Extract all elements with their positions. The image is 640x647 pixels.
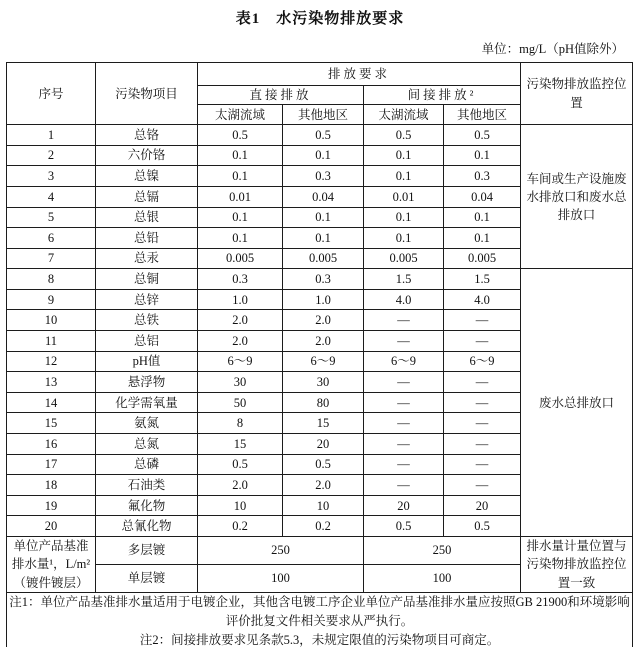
- col-header-emission-requirement: 排放要求: [198, 63, 521, 86]
- col-header-serial: 序号: [7, 63, 96, 125]
- indirect-taihu-value-cell: —: [364, 434, 444, 455]
- pollutant-name-cell: 石油类: [96, 475, 198, 496]
- pollutant-name-cell: 总铬: [96, 125, 198, 146]
- serial-cell: 3: [7, 166, 96, 187]
- direct-taihu-value-cell: 50: [198, 392, 283, 413]
- pollutant-rows: [7, 125, 633, 537]
- serial-cell: 9: [7, 289, 96, 310]
- indirect-taihu-value-cell: —: [364, 413, 444, 434]
- direct-other-value-cell: 0.1: [283, 145, 364, 166]
- direct-taihu-value-cell: 0.3: [198, 269, 283, 290]
- serial-cell: 20: [7, 516, 96, 537]
- direct-taihu-value-cell: 2.0: [198, 475, 283, 496]
- serial-cell: 16: [7, 434, 96, 455]
- col-header-direct-other: 其他地区: [283, 105, 364, 125]
- direct-taihu-value-cell: 30: [198, 372, 283, 393]
- indirect-taihu-value-cell: 0.1: [364, 207, 444, 228]
- indirect-other-value-cell: 0.5: [444, 125, 521, 146]
- col-header-indirect-taihu: 太湖流域: [364, 105, 444, 125]
- pollutant-name-cell: pH值: [96, 351, 198, 372]
- indirect-other-value-cell: —: [444, 413, 521, 434]
- indirect-taihu-value-cell: —: [364, 392, 444, 413]
- direct-other-value-cell: 2.0: [283, 331, 364, 352]
- pollutant-name-cell: 化学需氧量: [96, 392, 198, 413]
- direct-other-value-cell: 30: [283, 372, 364, 393]
- pollutant-name-cell: 氟化物: [96, 495, 198, 516]
- direct-other-value-cell: 2.0: [283, 475, 364, 496]
- direct-other-value-cell: 0.04: [283, 186, 364, 207]
- indirect-other-value-cell: 0.1: [444, 207, 521, 228]
- pollutant-name-cell: 总氰化物: [96, 516, 198, 537]
- indirect-taihu-value-cell: 0.1: [364, 166, 444, 187]
- direct-taihu-value-cell: 0.01: [198, 186, 283, 207]
- col-header-direct-taihu: 太湖流域: [198, 105, 283, 125]
- pollutant-name-cell: 总铝: [96, 331, 198, 352]
- direct-other-value-cell: 0.3: [283, 269, 364, 290]
- serial-cell: 11: [7, 331, 96, 352]
- pollutant-name-cell: 总锌: [96, 289, 198, 310]
- benchmark-row-multilayer: [7, 537, 633, 565]
- pollutant-name-cell: 总铅: [96, 228, 198, 249]
- serial-cell: 4: [7, 186, 96, 207]
- table-header: [7, 63, 633, 125]
- direct-taihu-value-cell: 6～9: [198, 351, 283, 372]
- col-header-indirect-discharge: 间接排放²: [364, 86, 521, 105]
- note-1: 注1：单位产品基准排水量适用于电镀企业，其他含电镀工序企业单位产品基准排水量应按照GB 21900和环境影响评价批复文件相关要求从严执行。: [9, 595, 630, 628]
- notes-row: [7, 593, 633, 647]
- serial-cell: 5: [7, 207, 96, 228]
- indirect-other-value-cell: 6～9: [444, 351, 521, 372]
- indirect-other-value-cell: —: [444, 392, 521, 413]
- serial-cell: 8: [7, 269, 96, 290]
- serial-cell: 13: [7, 372, 96, 393]
- serial-cell: 10: [7, 310, 96, 331]
- emission-requirements-table: [6, 62, 633, 647]
- indirect-other-value-cell: 1.5: [444, 269, 521, 290]
- indirect-other-value-cell: —: [444, 310, 521, 331]
- indirect-other-value-cell: —: [444, 454, 521, 475]
- indirect-taihu-value-cell: 20: [364, 495, 444, 516]
- direct-other-value-cell: 0.5: [283, 125, 364, 146]
- indirect-other-value-cell: 4.0: [444, 289, 521, 310]
- direct-other-value-cell: 0.1: [283, 207, 364, 228]
- direct-other-value-cell: 6～9: [283, 351, 364, 372]
- serial-cell: 7: [7, 248, 96, 269]
- col-header-monitoring-position: 污染物排放监控位置: [521, 63, 633, 125]
- monitoring-position-cell: 车间或生产设施废水排放口和废水总排放口: [521, 125, 633, 269]
- direct-other-value-cell: 0.3: [283, 166, 364, 187]
- col-header-direct-discharge: 直接排放: [198, 86, 364, 105]
- pollutant-name-cell: 总镉: [96, 186, 198, 207]
- notes-section: [7, 593, 633, 647]
- indirect-taihu-value-cell: 4.0: [364, 289, 444, 310]
- indirect-taihu-value-cell: 0.5: [364, 516, 444, 537]
- benchmark-drainage-section: [7, 537, 633, 593]
- note-2: 注2：间接排放要求见条款5.3，未规定限值的污染物项目可商定。: [139, 633, 500, 647]
- indirect-taihu-value-cell: —: [364, 310, 444, 331]
- direct-taihu-value-cell: 0.1: [198, 207, 283, 228]
- benchmark-monitoring-cell: 排水量计量位置与污染物排放监控位置一致: [521, 537, 633, 593]
- direct-taihu-value-cell: 0.1: [198, 145, 283, 166]
- indirect-taihu-value-cell: 6～9: [364, 351, 444, 372]
- indirect-taihu-value-cell: —: [364, 454, 444, 475]
- direct-other-value-cell: 1.0: [283, 289, 364, 310]
- direct-taihu-value-cell: 15: [198, 434, 283, 455]
- serial-cell: 14: [7, 392, 96, 413]
- indirect-other-value-cell: 0.5: [444, 516, 521, 537]
- pollutant-name-cell: 六价铬: [96, 145, 198, 166]
- direct-other-value-cell: 80: [283, 392, 364, 413]
- direct-taihu-value-cell: 10: [198, 495, 283, 516]
- serial-cell: 6: [7, 228, 96, 249]
- indirect-other-value-cell: 0.3: [444, 166, 521, 187]
- benchmark-label-cell: 单位产品基准排水量¹，L/m²（镀件镀层）: [7, 537, 96, 593]
- direct-taihu-value-cell: 8: [198, 413, 283, 434]
- indirect-other-value-cell: —: [444, 434, 521, 455]
- direct-other-value-cell: 0.1: [283, 228, 364, 249]
- notes-cell: [7, 593, 633, 647]
- indirect-taihu-value-cell: 0.01: [364, 186, 444, 207]
- unit-note: 单位：mg/L（pH值除外）: [481, 42, 624, 56]
- col-header-pollutant: 污染物项目: [96, 63, 198, 125]
- direct-taihu-value-cell: 0.5: [198, 125, 283, 146]
- col-header-indirect-other: 其他地区: [444, 105, 521, 125]
- pollutant-name-cell: 氨氮: [96, 413, 198, 434]
- pollutant-name-cell: 悬浮物: [96, 372, 198, 393]
- pollutant-name-cell: 总镍: [96, 166, 198, 187]
- direct-other-value-cell: 0.2: [283, 516, 364, 537]
- direct-other-value-cell: 20: [283, 434, 364, 455]
- indirect-taihu-value-cell: 0.005: [364, 248, 444, 269]
- serial-cell: 19: [7, 495, 96, 516]
- pollutant-name-cell: 总银: [96, 207, 198, 228]
- serial-cell: 1: [7, 125, 96, 146]
- direct-taihu-value-cell: 1.0: [198, 289, 283, 310]
- indirect-other-value-cell: 0.1: [444, 145, 521, 166]
- monitoring-position-cell: 废水总排放口: [521, 269, 633, 537]
- pollutant-name-cell: 总铁: [96, 310, 198, 331]
- table-row: [7, 125, 633, 146]
- pollutant-name-cell: 总氮: [96, 434, 198, 455]
- indirect-other-value-cell: 0.005: [444, 248, 521, 269]
- direct-taihu-value-cell: 0.1: [198, 228, 283, 249]
- serial-cell: 12: [7, 351, 96, 372]
- indirect-other-value-cell: —: [444, 331, 521, 352]
- indirect-other-value-cell: 0.1: [444, 228, 521, 249]
- indirect-taihu-value-cell: 1.5: [364, 269, 444, 290]
- indirect-taihu-value-cell: —: [364, 475, 444, 496]
- pollutant-name-cell: 总汞: [96, 248, 198, 269]
- serial-cell: 15: [7, 413, 96, 434]
- benchmark-direct-value-cell: 100: [198, 565, 364, 593]
- indirect-other-value-cell: —: [444, 372, 521, 393]
- serial-cell: 2: [7, 145, 96, 166]
- indirect-other-value-cell: —: [444, 475, 521, 496]
- direct-taihu-value-cell: 2.0: [198, 310, 283, 331]
- direct-taihu-value-cell: 0.005: [198, 248, 283, 269]
- direct-taihu-value-cell: 0.5: [198, 454, 283, 475]
- direct-other-value-cell: 2.0: [283, 310, 364, 331]
- pollutant-name-cell: 总磷: [96, 454, 198, 475]
- benchmark-direct-value-cell: 250: [198, 537, 364, 565]
- serial-cell: 17: [7, 454, 96, 475]
- table-row: [7, 269, 633, 290]
- direct-taihu-value-cell: 0.1: [198, 166, 283, 187]
- plating-type-cell: 多层镀: [96, 537, 198, 565]
- indirect-other-value-cell: 20: [444, 495, 521, 516]
- table-title: 表1 水污染物排放要求: [235, 11, 405, 27]
- serial-cell: 18: [7, 475, 96, 496]
- direct-other-value-cell: 15: [283, 413, 364, 434]
- indirect-taihu-value-cell: —: [364, 331, 444, 352]
- direct-other-value-cell: 0.5: [283, 454, 364, 475]
- direct-taihu-value-cell: 0.2: [198, 516, 283, 537]
- plating-type-cell: 单层镀: [96, 565, 198, 593]
- benchmark-indirect-value-cell: 250: [364, 537, 521, 565]
- direct-other-value-cell: 10: [283, 495, 364, 516]
- indirect-other-value-cell: 0.04: [444, 186, 521, 207]
- indirect-taihu-value-cell: 0.1: [364, 145, 444, 166]
- direct-other-value-cell: 0.005: [283, 248, 364, 269]
- benchmark-indirect-value-cell: 100: [364, 565, 521, 593]
- indirect-taihu-value-cell: 0.5: [364, 125, 444, 146]
- indirect-taihu-value-cell: —: [364, 372, 444, 393]
- direct-taihu-value-cell: 2.0: [198, 331, 283, 352]
- indirect-taihu-value-cell: 0.1: [364, 228, 444, 249]
- pollutant-name-cell: 总铜: [96, 269, 198, 290]
